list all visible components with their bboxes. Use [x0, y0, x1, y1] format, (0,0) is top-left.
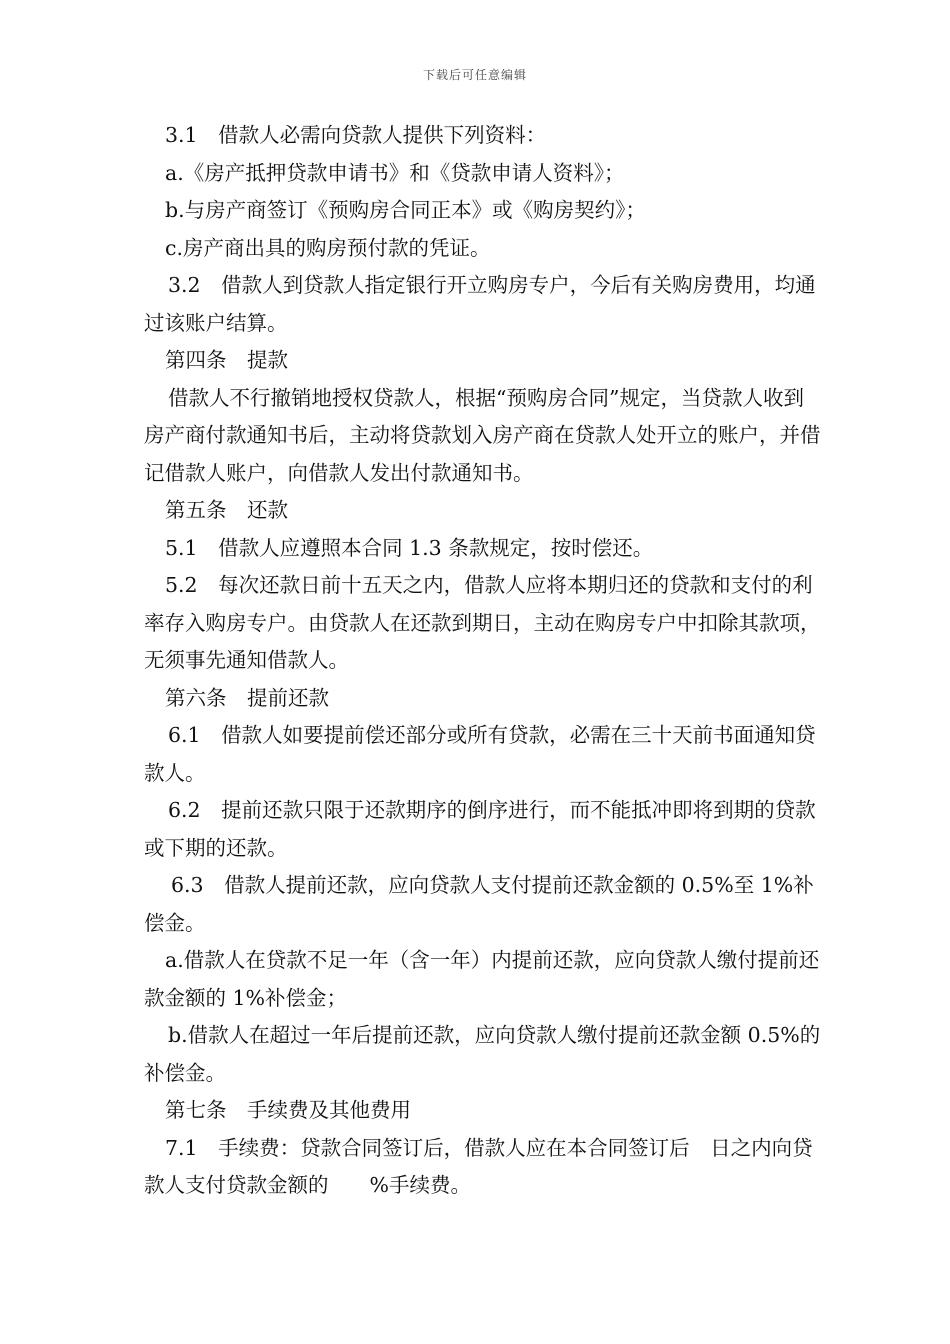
document-body — [144, 117, 824, 1205]
clause-3-1-c: c.房产商出具的购房预付款的凭证。 — [165, 235, 491, 260]
clause-3-1-b: b.与房产商签订《预购房合同正本》或《购房契约》； — [165, 198, 646, 222]
clause-3-2: 3.2 借款人到贷款人指定银行开立购房专户，今后有关购房费用，均通过该账户结算。 — [144, 273, 816, 335]
clause-7-1: 7.1 手续费：贷款合同签订后，借款人应在本合同签订后 日之内向贷款人支付贷款金额的 %手续费。 — [144, 1135, 813, 1197]
clause-6-2: 6.2 提前还款只限于还款期序的倒序进行，而不能抵冲即将到期的贷款或下期的还款。 — [144, 798, 816, 860]
article-5-heading: 第五条 还款 — [165, 498, 288, 522]
header-note: 下载后可任意编辑 — [422, 68, 527, 82]
clause-6-3-b: b.借款人在超过一年后提前还款，应向贷款人缴付提前还款金额 0.5%的补偿金。 — [144, 1023, 821, 1085]
article-4-heading: 第四条 提款 — [165, 348, 288, 372]
clause-5-2: 5.2 每次还款日前十五天之内，借款人应将本期归还的贷款和支付的利率存入购房专户。由贷款人在还款到期日，主动在购房专户中扣除其款项，无须事先通知借款人。 — [144, 573, 821, 672]
clause-3-1: 3.1 借款人必需向贷款人提供下列资料： — [165, 123, 547, 147]
article-6-heading: 第六条 提前还款 — [165, 685, 329, 710]
article-4-body: 借款人不行撤销地授权贷款人，根据“预购房合同”规定，当贷款人收到房产商付款通知书后，主动将贷款划入房产商在贷款人处开立的账户，并借记借款人账户，向借款人发出付款通知书。 — [144, 385, 821, 485]
clause-6-3-a: a.借款人在贷款不足一年（含一年）内提前还款，应向贷款人缴付提前还款金额的 1%补偿金； — [144, 948, 820, 1010]
clause-6-1: 6.1 借款人如要提前偿还部分或所有贷款，必需在三十天前书面通知贷款人。 — [144, 723, 816, 785]
article-7-heading: 第七条 手续费及其他费用 — [165, 1098, 411, 1122]
clause-6-3: 6.3 借款人提前还款，应向贷款人支付提前还款金额的 0.5%至 1%补偿金。 — [144, 873, 814, 935]
clause-3-1-a: a.《房产抵押贷款申请书》和《贷款申请人资料》； — [165, 160, 625, 185]
clause-5-1: 5.1 借款人应遵照本合同 1.3 条款规定，按时偿还。 — [165, 535, 654, 560]
